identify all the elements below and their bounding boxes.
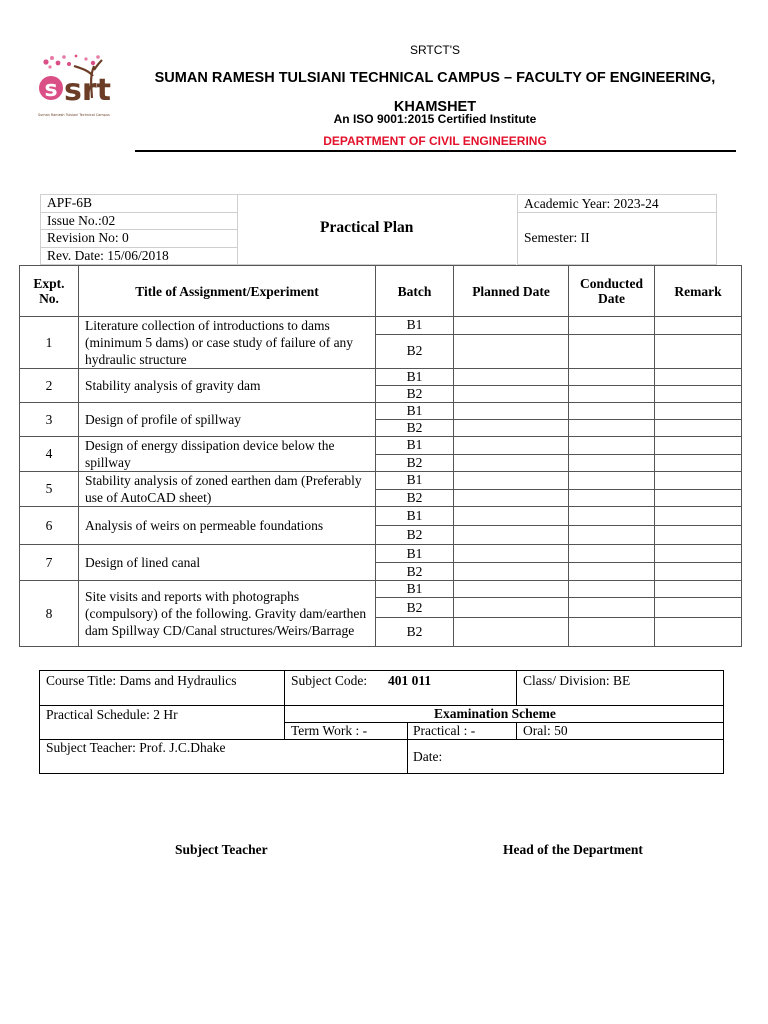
planned-date-cell: [454, 386, 569, 403]
expt-no-cell: 2: [20, 369, 79, 403]
course-info-box: [39, 670, 724, 774]
planned-date-cell: [454, 472, 569, 490]
expt-no-cell: 8: [20, 581, 79, 647]
practical-plan-table: [19, 265, 742, 647]
batch-cell: B2: [376, 526, 454, 545]
expt-no-cell: 7: [20, 545, 79, 581]
svg-text:s: s: [44, 77, 58, 102]
document-control-block: [40, 194, 238, 265]
planned-date-cell: [454, 618, 569, 647]
remark-cell: [655, 317, 742, 335]
planned-date-cell: [454, 507, 569, 526]
header-batch: Batch: [376, 266, 454, 317]
remark-cell: [655, 526, 742, 545]
header-planned-date: Planned Date: [454, 266, 569, 317]
table-row: [20, 403, 742, 420]
planned-date-cell: [454, 545, 569, 563]
table-row: [20, 369, 742, 386]
experiment-title-cell: Stability analysis of gravity dam: [79, 369, 376, 403]
conducted-date-cell: [569, 420, 655, 437]
header-title: Title of Assignment/Experiment: [79, 266, 376, 317]
subject-teacher-signature: Subject Teacher: [175, 842, 268, 857]
term-work: Term Work : -: [291, 723, 368, 738]
conducted-date-cell: [569, 526, 655, 545]
header-divider: [135, 150, 736, 152]
remark-cell: [655, 386, 742, 403]
remark-cell: [655, 369, 742, 386]
table-row: [20, 472, 742, 490]
remark-cell: [655, 507, 742, 526]
batch-cell: B2: [376, 420, 454, 437]
table-row: [20, 317, 742, 335]
subject-code-label: Subject Code:: [291, 673, 368, 688]
planned-date-cell: [454, 489, 569, 507]
planned-date-cell: [454, 420, 569, 437]
institute-logo: [36, 54, 116, 122]
subject-teacher: Subject Teacher: Prof. J.C.Dhake: [46, 740, 226, 755]
conducted-date-cell: [569, 369, 655, 386]
date-label: Date:: [413, 749, 443, 764]
table-row: [20, 581, 742, 598]
experiment-title-cell: Design of profile of spillway: [79, 403, 376, 437]
conducted-date-cell: [569, 545, 655, 563]
expt-no-cell: 6: [20, 507, 79, 545]
conducted-date-cell: [569, 507, 655, 526]
expt-no-cell: 5: [20, 472, 79, 507]
batch-cell: B1: [376, 581, 454, 598]
institution-name: SUMAN RAMESH TULSIANI TECHNICAL CAMPUS – FACULTY OF ENGINEERING, KHAMSHET: [154, 70, 716, 115]
expt-no-cell: 3: [20, 403, 79, 437]
planned-date-cell: [454, 437, 569, 455]
expt-no-cell: 4: [20, 437, 79, 472]
remark-cell: [655, 403, 742, 420]
table-row: [20, 437, 742, 455]
document-title-cell: [237, 194, 516, 265]
batch-cell: B2: [376, 334, 454, 368]
semester: Semester: II: [524, 230, 590, 245]
conducted-date-cell: [569, 598, 655, 618]
remark-cell: [655, 563, 742, 581]
header-remark: Remark: [655, 266, 742, 317]
examination-scheme: Examination Scheme: [434, 706, 556, 721]
course-title: Course Title: Dams and Hydraulics: [46, 673, 237, 688]
header-expt-no: Expt. No.: [20, 266, 79, 317]
subject-code: 401 011: [388, 673, 432, 688]
conducted-date-cell: [569, 563, 655, 581]
remark-cell: [655, 581, 742, 598]
class-division: Class/ Division: BE: [523, 673, 631, 688]
remark-cell: [655, 472, 742, 490]
batch-cell: B1: [376, 317, 454, 335]
table-row: [20, 507, 742, 526]
planned-date-cell: [454, 581, 569, 598]
experiment-title-cell: Design of lined canal: [79, 545, 376, 581]
experiment-title-cell: Stability analysis of zoned earthen dam (Preferably use of AutoCAD sheet): [79, 472, 376, 507]
batch-cell: B2: [376, 454, 454, 472]
batch-cell: B1: [376, 437, 454, 455]
remark-cell: [655, 334, 742, 368]
academic-info-block: [517, 194, 717, 265]
conducted-date-cell: [569, 618, 655, 647]
conducted-date-cell: [569, 581, 655, 598]
experiment-title-cell: Site visits and reports with photographs (compulsory) of the following. Gravity dam/earthen dam Spillway CD/Canal structures/Weirs/Barrage: [79, 581, 376, 647]
batch-cell: B2: [376, 386, 454, 403]
remark-cell: [655, 545, 742, 563]
planned-date-cell: [454, 403, 569, 420]
remark-cell: [655, 420, 742, 437]
remark-cell: [655, 454, 742, 472]
conducted-date-cell: [569, 454, 655, 472]
form-code: APF-6B: [41, 195, 237, 213]
batch-cell: B2: [376, 563, 454, 581]
batch-cell: B1: [376, 403, 454, 420]
experiment-title-cell: Design of energy dissipation device below the spillway: [79, 437, 376, 472]
conducted-date-cell: [569, 317, 655, 335]
conducted-date-cell: [569, 403, 655, 420]
batch-cell: B2: [376, 489, 454, 507]
batch-cell: B1: [376, 507, 454, 526]
expt-no-cell: 1: [20, 317, 79, 369]
planned-date-cell: [454, 454, 569, 472]
remark-cell: [655, 618, 742, 647]
practical-schedule: Practical Schedule: 2 Hr: [46, 707, 178, 722]
org-prefix: SRTCT'S: [409, 43, 461, 57]
planned-date-cell: [454, 563, 569, 581]
conducted-date-cell: [569, 437, 655, 455]
planned-date-cell: [454, 598, 569, 618]
department-name: DEPARTMENT OF CIVIL ENGINEERING: [323, 134, 547, 148]
header-conducted-date: Conducted Date: [569, 266, 655, 317]
experiment-title-cell: Analysis of weirs on permeable foundations: [79, 507, 376, 545]
table-row: [20, 545, 742, 563]
hod-signature: Head of the Department: [503, 842, 643, 857]
batch-cell: B1: [376, 369, 454, 386]
logo-caption: Suman Ramesh Tulsiani Technical Campus: [38, 113, 110, 117]
document-title: Practical Plan: [320, 219, 414, 236]
planned-date-cell: [454, 317, 569, 335]
revision-no: Revision No: 0: [41, 230, 237, 248]
conducted-date-cell: [569, 386, 655, 403]
remark-cell: [655, 489, 742, 507]
planned-date-cell: [454, 526, 569, 545]
conducted-date-cell: [569, 489, 655, 507]
batch-cell: B2: [376, 598, 454, 618]
revision-date: Rev. Date: 15/06/2018: [47, 247, 169, 263]
remark-cell: [655, 437, 742, 455]
plan-table-body: [20, 317, 742, 647]
batch-cell: B1: [376, 545, 454, 563]
conducted-date-cell: [569, 334, 655, 368]
academic-year: Academic Year: 2023-24: [518, 195, 716, 213]
batch-cell: B1: [376, 472, 454, 490]
practical-marks: Practical : -: [413, 723, 476, 738]
iso-certification: An ISO 9001:2015 Certified Institute: [333, 112, 537, 126]
planned-date-cell: [454, 369, 569, 386]
experiment-title-cell: Literature collection of introductions to dams (minimum 5 dams) or case study of failure of any hydraulic structure: [79, 317, 376, 369]
planned-date-cell: [454, 334, 569, 368]
document-info-box: [40, 194, 716, 264]
remark-cell: [655, 598, 742, 618]
batch-cell: B2: [376, 618, 454, 647]
issue-no: Issue No.:02: [41, 213, 237, 231]
table-header-row: [20, 266, 742, 317]
logo-text: srt: [64, 73, 111, 108]
conducted-date-cell: [569, 472, 655, 490]
oral-marks: Oral: 50: [523, 723, 568, 738]
